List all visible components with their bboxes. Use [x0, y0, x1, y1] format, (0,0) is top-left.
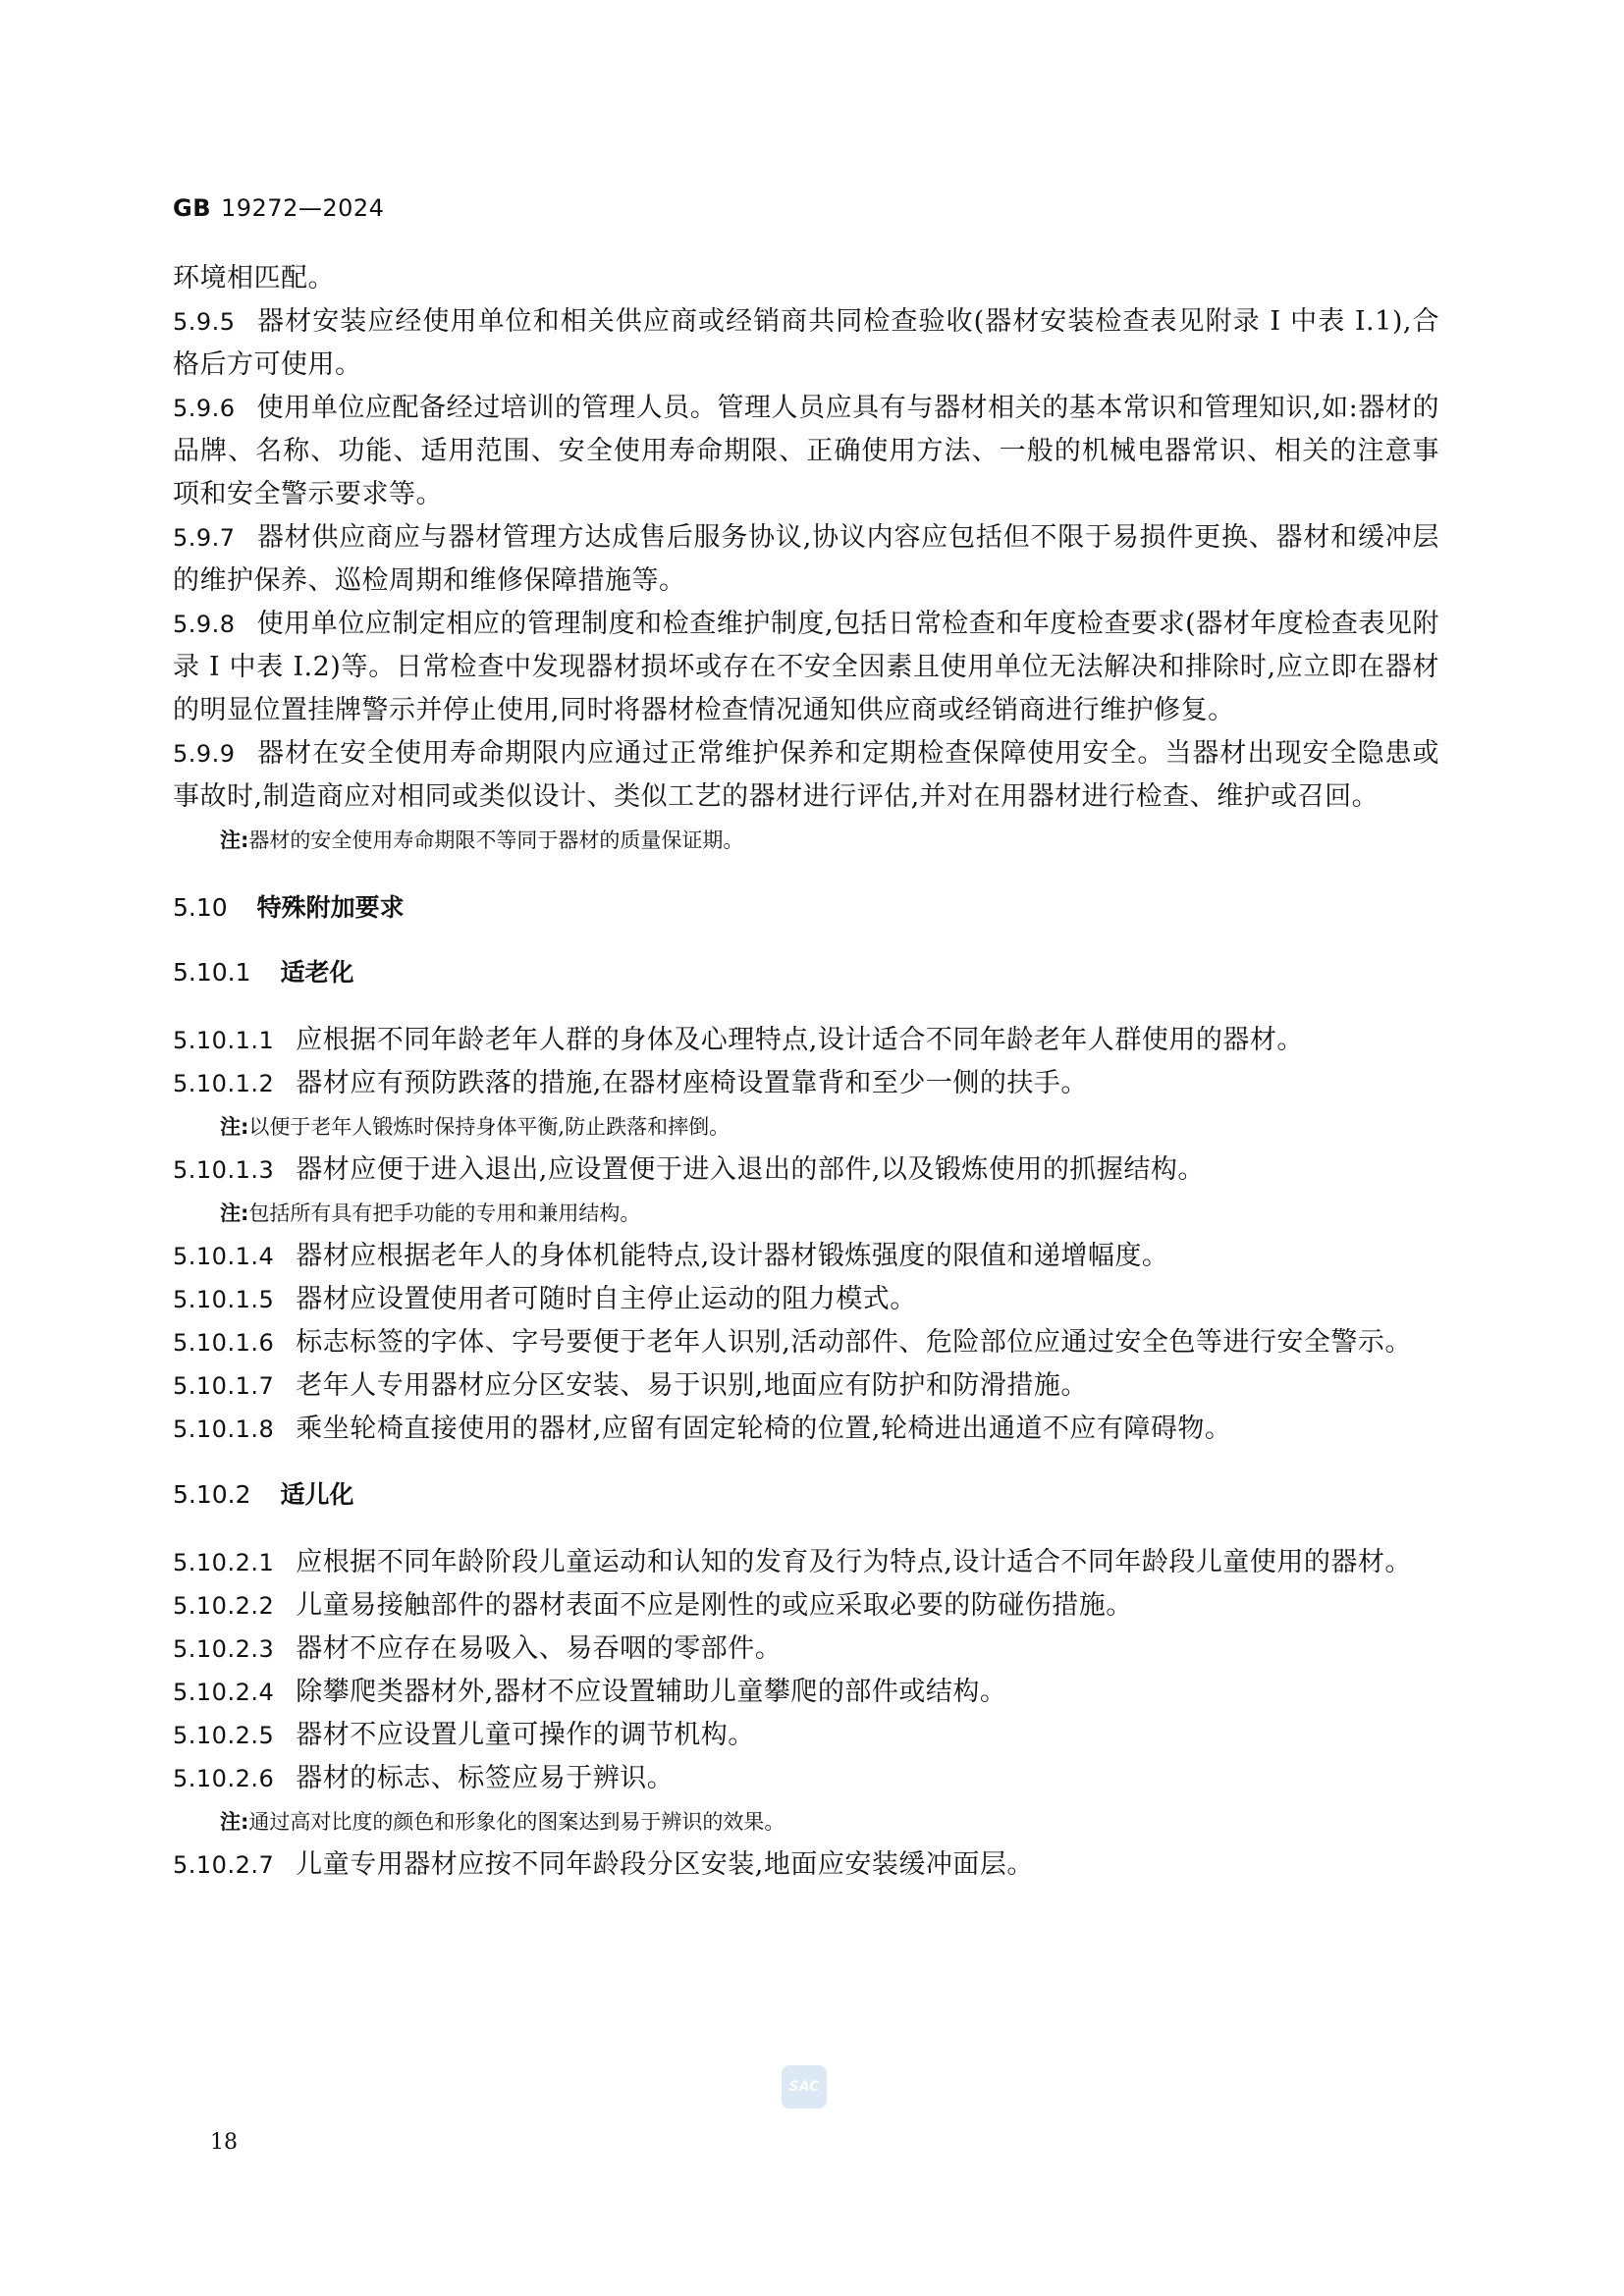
clause-5-9-7	[173, 516, 1439, 603]
section-title: 特殊附加要求	[256, 893, 405, 922]
clause-text: 老年人专用器材应分区安装、易于识别,地面应有防护和防滑措施。	[296, 1370, 1088, 1401]
document-header	[173, 194, 384, 222]
section-number: 5.10.2	[173, 1480, 251, 1509]
clause-5-10-1-2	[173, 1062, 1439, 1105]
clause-5-10-2-6	[173, 1757, 1439, 1800]
clause-number: 5.10.2.6	[173, 1765, 275, 1792]
clause-5-10-2-5	[173, 1714, 1439, 1757]
page-number: 18	[210, 2130, 238, 2155]
note-text: 包括所有具有把手功能的专用和兼用结构。	[248, 1201, 641, 1225]
clause-text: 儿童易接触部件的器材表面不应是刚性的或应采取必要的防碰伤措施。	[296, 1590, 1133, 1621]
clause-text: 器材不应设置儿童可操作的调节机构。	[296, 1720, 755, 1750]
clause-5-10-2-2	[173, 1584, 1439, 1628]
section-title: 适儿化	[280, 1480, 354, 1509]
clause-number: 5.9.5	[173, 308, 236, 336]
note-text: 器材的安全使用寿命期限不等同于器材的质量保证期。	[248, 828, 744, 852]
standard-code: 19272—2024	[221, 194, 385, 222]
clause-text: 乘坐轮椅直接使用的器材,应留有固定轮椅的位置,轮椅进出通道不应有障碍物。	[296, 1414, 1232, 1444]
clause-5-10-1-8	[173, 1408, 1439, 1451]
clause-text: 器材应有预防跌落的措施,在器材座椅设置靠背和至少一侧的扶手。	[296, 1068, 1088, 1098]
section-heading-5-10-1	[173, 952, 1439, 993]
clause-text: 器材安装应经使用单位和相关供应商或经销商共同检查验收(器材安装检查表见附录 I 中表 I.1),合格后方可使用。	[173, 306, 1439, 380]
clause-text: 儿童专用器材应按不同年龄段分区安装,地面应安装缓冲面层。	[296, 1849, 1034, 1880]
clause-text: 除攀爬类器材外,器材不应设置辅助儿童攀爬的部件或结构。	[296, 1677, 1007, 1707]
standard-prefix: GB	[173, 194, 211, 222]
clause-number: 5.10.1.6	[173, 1329, 275, 1357]
note-5-10-1-3	[220, 1192, 1439, 1235]
clause-number: 5.10.1.3	[173, 1156, 275, 1184]
note-label: 注:	[220, 1810, 249, 1834]
clause-5-10-1-7	[173, 1364, 1439, 1408]
clause-number: 5.10.2.5	[173, 1722, 275, 1749]
clause-text: 器材在安全使用寿命期限内应通过正常维护保养和定期检查保障使用安全。当器材出现安全隐患或事故时,制造商应对相同或类似设计、类似工艺的器材进行评估,并对在用器材进行检查、维护或召回。	[173, 738, 1439, 812]
clause-number: 5.10.2.4	[173, 1679, 275, 1706]
clause-number: 5.10.2.3	[173, 1635, 275, 1663]
clause-number: 5.10.1.5	[173, 1286, 275, 1313]
continued-text: 环境相匹配。	[173, 263, 335, 294]
clause-number: 5.10.2.7	[173, 1851, 275, 1879]
note-5-9-9	[220, 819, 1439, 862]
clause-number: 5.10.1.4	[173, 1243, 275, 1270]
clause-5-10-1-6	[173, 1321, 1439, 1364]
clause-text: 器材应便于进入退出,应设置便于进入退出的部件,以及锻炼使用的抓握结构。	[296, 1154, 1205, 1185]
clause-text: 器材供应商应与器材管理方达成售后服务协议,协议内容应包括但不限于易损件更换、器材和缓冲层的维护保养、巡检周期和维修保障措施等。	[173, 522, 1439, 596]
clause-5-10-2-1	[173, 1541, 1439, 1584]
clause-number: 5.9.9	[173, 740, 236, 768]
clause-number: 5.10.2.1	[173, 1549, 275, 1576]
clause-text: 器材的标志、标签应易于辨识。	[296, 1763, 675, 1793]
note-5-10-1-2	[220, 1105, 1439, 1148]
section-title: 适老化	[280, 958, 354, 987]
clause-5-10-2-3	[173, 1628, 1439, 1671]
section-number: 5.10	[173, 893, 228, 922]
note-label: 注:	[220, 828, 249, 852]
clause-5-10-2-7	[173, 1843, 1439, 1887]
clause-number: 5.10.2.2	[173, 1592, 275, 1620]
section-heading-5-10-2	[173, 1474, 1439, 1516]
clause-number: 5.9.8	[173, 611, 236, 638]
clause-number: 5.10.1.7	[173, 1372, 275, 1400]
note-text: 以便于老年人锻炼时保持身体平衡,防止跌落和摔倒。	[248, 1115, 731, 1139]
clause-text: 器材应设置使用者可随时自主停止运动的阻力模式。	[296, 1284, 917, 1314]
note-5-10-2-6	[220, 1800, 1439, 1843]
clause-5-10-1-1	[173, 1019, 1439, 1062]
clause-5-10-2-4	[173, 1671, 1439, 1714]
clause-number: 5.9.7	[173, 524, 236, 552]
clause-5-9-9	[173, 732, 1439, 819]
clause-text: 标志标签的字体、字号要便于老年人识别,活动部件、危险部位应通过安全色等进行安全警示。	[296, 1327, 1412, 1358]
clause-number: 5.10.1.1	[173, 1027, 275, 1054]
clause-text: 器材不应存在易吸入、易吞咽的零部件。	[296, 1633, 783, 1664]
logo-text: SAC	[788, 2079, 820, 2095]
note-label: 注:	[220, 1115, 249, 1139]
clause-5-9-6	[173, 387, 1439, 516]
section-heading-5-10	[173, 887, 1439, 929]
clause-5-10-1-5	[173, 1278, 1439, 1321]
clause-number: 5.10.1.8	[173, 1415, 275, 1443]
clause-number: 5.9.6	[173, 395, 236, 422]
clause-text: 使用单位应制定相应的管理制度和检查维护制度,包括日常检查和年度检查要求(器材年度检查表见附录 I 中表 I.2)等。日常检查中发现器材损坏或存在不安全因素且使用单位无法解决和排除时,应立即在器材的明显位置挂牌警示并停止使用,同时将器材检查情况通知供应商或经销商进行维护修复。	[173, 609, 1439, 725]
clause-text: 应根据不同年龄阶段儿童运动和认知的发育及行为特点,设计适合不同年龄段儿童使用的器材。	[296, 1547, 1412, 1577]
clause-text: 器材应根据老年人的身体机能特点,设计器材锻炼强度的限值和递增幅度。	[296, 1241, 1169, 1271]
note-label: 注:	[220, 1201, 249, 1225]
clause-5-10-1-3	[173, 1148, 1439, 1192]
clause-5-9-8	[173, 603, 1439, 732]
page-content	[173, 257, 1439, 1887]
section-number: 5.10.1	[173, 958, 251, 987]
clause-text: 应根据不同年龄老年人群的身体及心理特点,设计适合不同年龄老年人群使用的器材。	[296, 1025, 1304, 1055]
clause-text: 使用单位应配备经过培训的管理人员。管理人员应具有与器材相关的基本常识和管理知识,如:器材的品牌、名称、功能、适用范围、安全使用寿命期限、正确使用方法、一般的机械电器常识、相关的注意事项和安全警示要求等。	[173, 393, 1439, 509]
sac-logo	[782, 2065, 827, 2109]
note-text: 通过高对比度的颜色和形象化的图案达到易于辨识的效果。	[248, 1810, 785, 1834]
clause-5-10-1-4	[173, 1235, 1439, 1278]
clause-number: 5.10.1.2	[173, 1070, 275, 1097]
clause-5-9-5	[173, 300, 1439, 387]
